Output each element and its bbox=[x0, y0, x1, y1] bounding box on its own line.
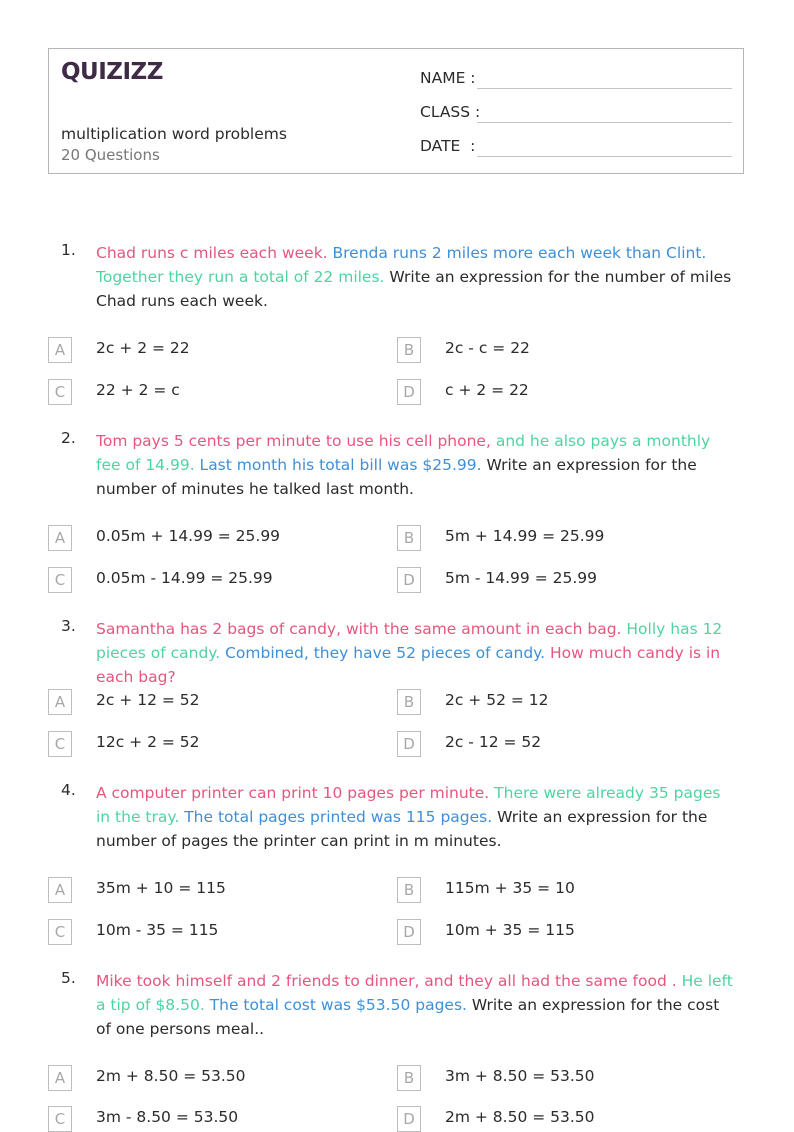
question-number: 1. bbox=[61, 241, 76, 259]
option-text: 10m + 35 = 115 bbox=[445, 921, 575, 939]
option-text: 115m + 35 = 10 bbox=[445, 879, 575, 897]
question-segment: Mike took himself and 2 friends to dinner, and they all had the same food . bbox=[96, 972, 677, 990]
option-letter: C bbox=[48, 919, 72, 945]
option-text: 35m + 10 = 115 bbox=[96, 879, 226, 897]
question-segment: The total cost was $53.50 pages. bbox=[204, 996, 467, 1014]
option-text: 0.05m - 14.99 = 25.99 bbox=[96, 569, 273, 587]
question-text bbox=[96, 969, 738, 1041]
question-text bbox=[96, 429, 738, 501]
option-text: 10m - 35 = 115 bbox=[96, 921, 219, 939]
name-line[interactable] bbox=[477, 88, 732, 89]
option-text: 3m + 8.50 = 53.50 bbox=[445, 1067, 595, 1085]
option-text: 2m + 8.50 = 53.50 bbox=[445, 1108, 595, 1126]
option-letter: B bbox=[397, 877, 421, 903]
option-letter: C bbox=[48, 379, 72, 405]
question-count: 20 Questions bbox=[61, 146, 160, 164]
option-letter: C bbox=[48, 731, 72, 757]
question-number: 4. bbox=[61, 781, 76, 799]
option-text: 2c + 12 = 52 bbox=[96, 691, 200, 709]
question-text bbox=[96, 241, 738, 313]
question-segment: There were already 35 pages in the tray. bbox=[96, 784, 721, 826]
question-number: 3. bbox=[61, 617, 76, 635]
question-segment: Last month his total bill was $25.99. bbox=[194, 456, 482, 474]
option-text: 3m - 8.50 = 53.50 bbox=[96, 1108, 239, 1126]
option-letter: C bbox=[48, 567, 72, 593]
question-number: 5. bbox=[61, 969, 76, 987]
option-letter: B bbox=[397, 689, 421, 715]
question-segment: Brenda runs 2 miles more each week than Clint. bbox=[327, 244, 707, 262]
option-text: 12c + 2 = 52 bbox=[96, 733, 200, 751]
option-text: 22 + 2 = c bbox=[96, 381, 180, 399]
question-segment: Samantha has 2 bags of candy, with the same amount in each bag. bbox=[96, 620, 622, 638]
option-text: 2c - 12 = 52 bbox=[445, 733, 542, 751]
option-text: 5m - 14.99 = 25.99 bbox=[445, 569, 597, 587]
option-letter: C bbox=[48, 1106, 72, 1132]
question-segment: Together they run a total of 22 miles. bbox=[96, 268, 385, 286]
option-letter: D bbox=[397, 731, 421, 757]
option-letter: A bbox=[48, 525, 72, 551]
option-text: 5m + 14.99 = 25.99 bbox=[445, 527, 605, 545]
class-label: CLASS : bbox=[420, 103, 481, 121]
worksheet-title: multiplication word problems bbox=[61, 125, 287, 143]
option-text: c + 2 = 22 bbox=[445, 381, 529, 399]
option-letter: B bbox=[397, 1065, 421, 1091]
option-text: 2c + 2 = 22 bbox=[96, 339, 190, 357]
question-text bbox=[96, 617, 738, 689]
date-line[interactable] bbox=[477, 156, 732, 157]
question-segment: Chad runs c miles each week. bbox=[96, 244, 328, 262]
question-segment: Write an expression for the cost of one persons meal.. bbox=[96, 996, 720, 1038]
question-segment: The total pages printed was 115 pages. bbox=[179, 808, 493, 826]
option-text: 2c - c = 22 bbox=[445, 339, 530, 357]
option-letter: A bbox=[48, 877, 72, 903]
question-segment: Holly has 12 pieces of candy. bbox=[96, 620, 723, 662]
question-segment: Write an expression for the number of minutes he talked last month. bbox=[96, 456, 697, 498]
option-letter: B bbox=[397, 525, 421, 551]
question-segment: A computer printer can print 10 pages per minute. bbox=[96, 784, 490, 802]
option-letter: D bbox=[397, 567, 421, 593]
quizizz-logo: QUIZIZZ bbox=[61, 59, 163, 85]
option-letter: A bbox=[48, 689, 72, 715]
option-letter: A bbox=[48, 1065, 72, 1091]
option-letter: D bbox=[397, 919, 421, 945]
question-number: 2. bbox=[61, 429, 76, 447]
class-line[interactable] bbox=[477, 122, 732, 123]
option-letter: A bbox=[48, 337, 72, 363]
name-label: NAME : bbox=[420, 69, 476, 87]
question-segment: He left a tip of $8.50. bbox=[96, 972, 733, 1014]
option-text: 2c + 52 = 12 bbox=[445, 691, 549, 709]
option-text: 0.05m + 14.99 = 25.99 bbox=[96, 527, 281, 545]
option-letter: D bbox=[397, 1106, 421, 1132]
date-label: DATE : bbox=[420, 137, 476, 155]
question-segment: Write an expression for the number of miles Chad runs each week. bbox=[96, 268, 732, 310]
option-text: 2m + 8.50 = 53.50 bbox=[96, 1067, 246, 1085]
question-segment: Combined, they have 52 pieces of candy. bbox=[220, 644, 546, 662]
question-segment: Write an expression for the number of pages the printer can print in m minutes. bbox=[96, 808, 708, 850]
question-segment: How much candy is in each bag? bbox=[96, 644, 721, 686]
worksheet-header bbox=[48, 48, 744, 174]
question-segment: Tom pays 5 cents per minute to use his cell phone, bbox=[96, 432, 491, 450]
question-segment: and he also pays a monthly fee of 14.99. bbox=[96, 432, 711, 474]
option-letter: D bbox=[397, 379, 421, 405]
option-letter: B bbox=[397, 337, 421, 363]
question-text bbox=[96, 781, 738, 853]
